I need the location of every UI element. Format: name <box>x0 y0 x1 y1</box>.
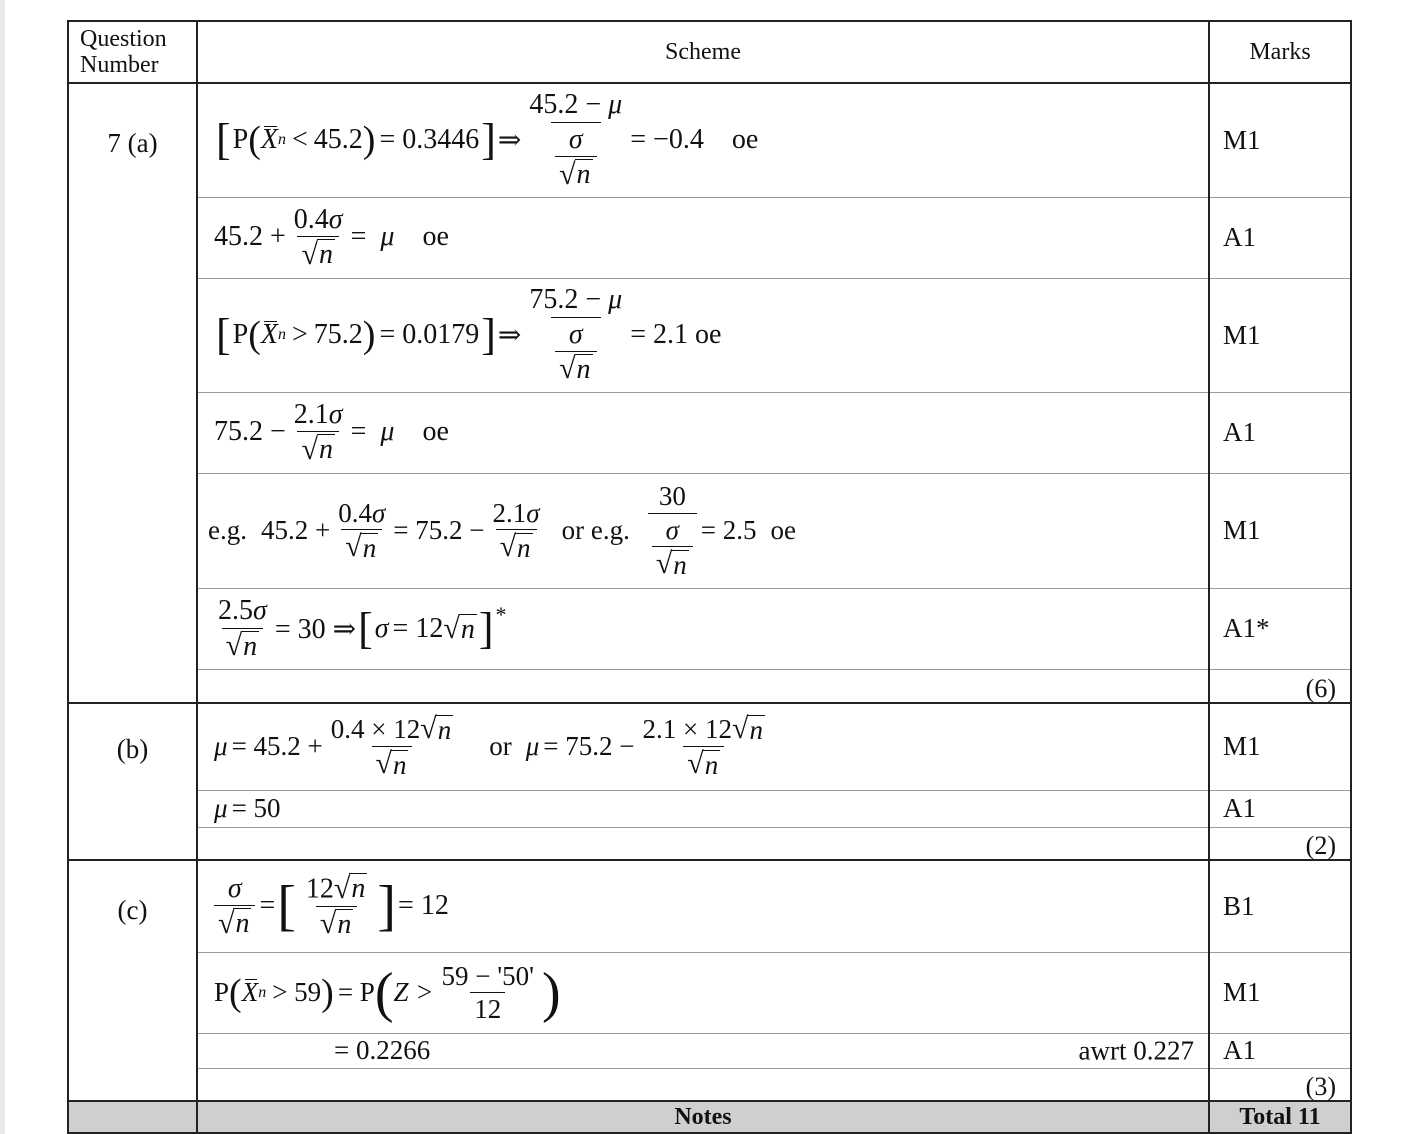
table-row <box>68 197 1351 278</box>
header-question-number: Question Number <box>68 21 197 83</box>
mark-a6: A1* <box>1209 588 1351 669</box>
mark-a5: M1 <box>1209 473 1351 588</box>
mark-a1: M1 <box>1209 83 1351 197</box>
scheme-line-c2: P ( X n > 59 ) = P ( Z > $\frac{59 - '50'}{12}$ ) <box>197 952 1209 1033</box>
table-row <box>68 278 1351 392</box>
table-header-row <box>68 21 1351 83</box>
mark-scheme-table <box>67 20 1352 1134</box>
mark-b2: A1 <box>1209 790 1351 827</box>
scheme-line-b2: μ = 50 <box>197 790 1209 827</box>
left-window-edge <box>0 0 5 1134</box>
header-marks: Marks <box>1209 21 1351 83</box>
scheme-line-b1: μ = 45.2 + 0.4 × 12 √ n √ n or μ = 75.2 − 2.1 × 12 √ n √ n <box>197 703 1209 790</box>
table-row <box>68 860 1351 952</box>
header-scheme: Scheme <box>197 21 1209 83</box>
table-row <box>68 827 1351 860</box>
total-marks: Total 11 <box>1209 1101 1351 1133</box>
table-row <box>68 83 1351 197</box>
mark-a4: A1 <box>1209 392 1351 473</box>
question-label-c: (c) <box>68 860 197 1101</box>
subtotal-a: (6) <box>1209 669 1351 703</box>
scheme-line-a2: 45.2 + 0.4σ √ n = μ oe <box>197 197 1209 278</box>
mark-a3: M1 <box>1209 278 1351 392</box>
notes-blank <box>68 1101 197 1133</box>
table-row <box>68 952 1351 1033</box>
scheme-line-a3: [ P ( X n > 75.2 ) = 0.0179 ] ⇒ 75.2 − μ σ √ n = 2.1 oe <box>197 278 1209 392</box>
sample-mean-symbol: X <box>260 124 278 156</box>
question-label-b: (b) <box>68 703 197 860</box>
scheme-line-a1: [ P ( X n < 45.2 ) = 0.3446 ] ⇒ 45.2 − μ σ √ n = −0.4 oe <box>197 83 1209 197</box>
scheme-line-c3 <box>197 1033 1209 1068</box>
table-row <box>68 588 1351 669</box>
table-row <box>68 473 1351 588</box>
scheme-blank-b <box>197 827 1209 860</box>
scheme-line-a4: 75.2 − 2.1σ √ n = μ oe <box>197 392 1209 473</box>
question-label-7a: 7 (a) <box>68 83 197 703</box>
subtotal-b: (2) <box>1209 827 1351 860</box>
scheme-blank-a <box>197 669 1209 703</box>
mark-c3: A1 <box>1209 1033 1351 1068</box>
table-row <box>68 1068 1351 1101</box>
subtotal-c: (3) <box>1209 1068 1351 1101</box>
scheme-line-a6: 2.5σ √ n = 30 ⇒ [ σ = 12 √ n ] * <box>197 588 1209 669</box>
table-row <box>68 1033 1351 1068</box>
scheme-line-a5: e.g. 45.2 + 0.4σ √ n = 75.2 − 2.1σ √ n or e.g. 30 σ √ n = 2.5 oe <box>197 473 1209 588</box>
mark-c1: B1 <box>1209 860 1351 952</box>
prob-symbol: P <box>232 124 249 156</box>
table-row <box>68 790 1351 827</box>
answer-value: = 0.2266 <box>334 1034 431 1065</box>
notes-label: Notes <box>197 1101 1209 1133</box>
scheme-blank-c <box>197 1068 1209 1101</box>
mark-b1: M1 <box>1209 703 1351 790</box>
mark-c2: M1 <box>1209 952 1351 1033</box>
table-row <box>68 392 1351 473</box>
table-row <box>68 703 1351 790</box>
scheme-line-c1: σ √ n = [ 12 √ n √ n ] = 12 <box>197 860 1209 952</box>
awrt-note: awrt 0.227 <box>1078 1035 1194 1065</box>
mark-a2: A1 <box>1209 197 1351 278</box>
table-row <box>68 669 1351 703</box>
notes-row <box>68 1101 1351 1133</box>
standardise-fraction: 45.2 − μ σ √ n <box>529 89 623 191</box>
